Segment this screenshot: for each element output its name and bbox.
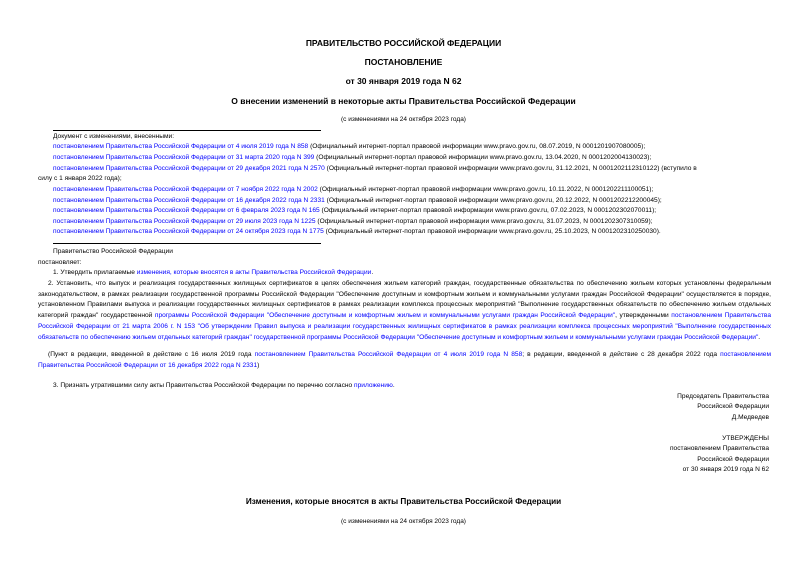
amendment-link[interactable]: постановлением Правительства Российской Федерации от 4 июля 2019 года N 858 [53,143,309,150]
note-link-2331[interactable]: постановлением Правительства Российской Федерации от 16 декабря 2022 года N 2331 [38,351,771,369]
signature-block [677,392,769,423]
signature-line: Председатель Правительства [677,393,769,400]
government-heading: ПРАВИТЕЛЬСТВО РОССИЙСКОЙ ФЕДЕРАЦИИ [305,38,502,48]
approval-block [670,434,769,476]
paragraph-2: 2. Установить, что выпуск и реализация государственных жилищных сертификатов в целях обеспечения жильем категорий граждан, государственные обязательства по обеспечению жильем которых установлены федеральным законодательством, в рамках реализации государственной программы Российской Федерации "Обеспечение доступным и комфортным жильем и коммунальными услугами граждан Российской Федерации" осуществляется в порядке, установленном Правилами выпуска и реализации государственных жилищных сертификатов в рамках реализации комплекса процессных мероприятий "Выполнение государственных обязательств по обеспечению жильем отдельных категорий граждан" государственной программы Российской Федерации "Обеспечение доступным и комфортным жильем и коммунальными услугами граждан Российской Федерации", утвержденными постановлением Правительства Российской Федерации от 21 марта 2006 г. N 153 "Об утверждении Правил выпуска и реализации государственных жилищных сертификатов в рамках реализации комплекса процессных мероприятий "Выполнение государственных обязательств по обеспечению жильем отдельных категорий граждан" государственной программы Российской Федерации "Обеспечение доступным и комфортным жильем и коммунальными услугами граждан Российской Федерации". [38,280,771,341]
list-item: постановлением Правительства Российской Федерации от 4 июля 2019 года N 858 (Официальный интернет-портал правовой информации www.pravo.gov.ru, 08.07.2019, N 0001201907080005); [53,143,646,150]
annex-title: Изменения, которые вносятся в акты Правительства Российской Федерации [245,497,562,506]
changes-link[interactable]: изменения, которые вносятся в акты Правительства Российской Федерации [136,269,372,276]
appendix-link[interactable]: приложению [354,382,393,389]
amendment-link[interactable]: постановлением Правительства Российской Федерации от 29 июля 2023 года N 1225 [53,218,316,225]
date-number: от 30 января 2019 года N 62 [345,76,462,86]
signature-line: Российской Федерации [697,403,769,411]
paragraph-1: 1. Утвердить прилагаемые изменения, которые вносятся в акты Правительства Российской Федерации. [53,269,374,276]
paragraph-note: (Пункт в редакции, введенной в действие с 16 июля 2019 года постановлением Правительства Российской Федерации от 4 июля 2019 года N 858; в редакции, введенной в действие с 28 декабря 2022 года постановлением Правительства Российской Федерации от 16 декабря 2022 года N 2331) [38,351,771,369]
list-item-continuation: силу с 1 января 2022 года); [38,175,122,182]
amendment-link[interactable]: постановлением Правительства Российской Федерации от 24 октября 2023 года N 1775 [53,228,324,235]
annex-edition: (с изменениями на 24 октября 2023 года) [341,518,466,525]
list-item: постановлением Правительства Российской Федерации от 29 июля 2023 года N 1225 (Официальный интернет-портал правовой информации www.pravo.gov.ru, 31.07.2023, N 0001202307310059); [53,218,653,225]
divider-top [53,130,321,131]
list-item: постановлением Правительства Российской Федерации от 24 октября 2023 года N 1775 (Официальный интернет-портал правовой информации www.pravo.gov.ru, 25.10.2023, N 0001202310250030). [53,228,661,235]
list-item: постановлением Правительства Российской Федерации от 16 декабря 2022 года N 2331 (Официальный интернет-портал правовой информации www.pravo.gov.ru, 20.12.2022, N 0001202212200045); [53,197,662,204]
approval-line: от 30 января 2019 года N 62 [682,466,769,474]
amendment-link[interactable]: постановлением Правительства Российской Федерации от 6 февраля 2023 года N 165 [53,207,320,214]
approval-line: постановлением Правительства [669,445,769,453]
resolution-153-link[interactable]: постановлением Правительства Российской Федерации от 21 марта 2006 г. N 153 "Об утверждении Правил выпуска и реализации государственных жилищных сертификатов в рамках реализации комплекса процессных мероприятий "Выполнение государственных обязательств по обеспечению жильем отдельных категорий граждан" государственной программы Российской Федерации "Обеспечение доступным и комфортным жильем и коммунальными услугами граждан Российской Федерации" [38,312,771,341]
list-item: постановлением Правительства Российской Федерации от 6 февраля 2023 года N 165 (Официальный интернет-портал правовой информации www.pravo.gov.ru, 07.02.2023, N 0001202302070011); [53,207,657,214]
paragraph-3: 3. Признать утратившими силу акты Правительства Российской Федерации по перечню согласно приложению. [53,382,395,389]
divider-bottom [53,243,321,244]
amendment-link[interactable]: постановлением Правительства Российской Федерации от 7 ноября 2022 года N 2002 [53,186,318,193]
list-item: постановлением Правительства Российской Федерации от 7 ноября 2022 года N 2002 (Официальный интернет-портал правовой информации www.pravo.gov.ru, 10.11.2022, N 0001202211100051); [53,186,654,193]
document-title: О внесении изменений в некоторые акты Правительства Российской Федерации [231,96,576,106]
approval-line: УТВЕРЖДЕНЫ [722,435,769,442]
approval-line: Российской Федерации [697,455,769,463]
government-line: Правительство Российской Федерации [53,248,173,255]
list-item: постановлением Правительства Российской Федерации от 31 марта 2020 года N 399 (Официальный интернет-портал правовой информации www.pravo.gov.ru, 13.04.2020, N 0001202004130023); [53,154,652,161]
amendment-link[interactable]: постановлением Правительства Российской Федерации от 31 марта 2020 года N 399 [53,154,315,161]
amendment-link[interactable]: постановлением Правительства Российской Федерации от 29 декабря 2021 года N 2570 [53,165,325,172]
document-type: ПОСТАНОВЛЕНИЕ [364,57,443,67]
amendment-link[interactable]: постановлением Правительства Российской Федерации от 16 декабря 2022 года N 2331 [53,197,325,204]
amendments-intro: Документ с изменениями, внесенными: [53,133,175,140]
edition-note: (с изменениями на 24 октября 2023 года) [341,116,466,123]
note-link-858[interactable]: постановлением Правительства Российской Федерации от 4 июля 2019 года N 858 [254,351,523,358]
list-item: постановлением Правительства Российской Федерации от 29 декабря 2021 года N 2570 (Официальный интернет-портал правовой информации www.pravo.gov.ru, 31.12.2021, N 0001202112310122) (вступило в [53,165,697,172]
decides-line: постановляет: [38,259,82,266]
signature-name: Д.Медведев [731,413,769,421]
program-link[interactable]: программы Российской Федерации "Обеспечение доступным и комфортным жильем и коммунальными услугами граждан Российской Федерации" [154,312,616,320]
